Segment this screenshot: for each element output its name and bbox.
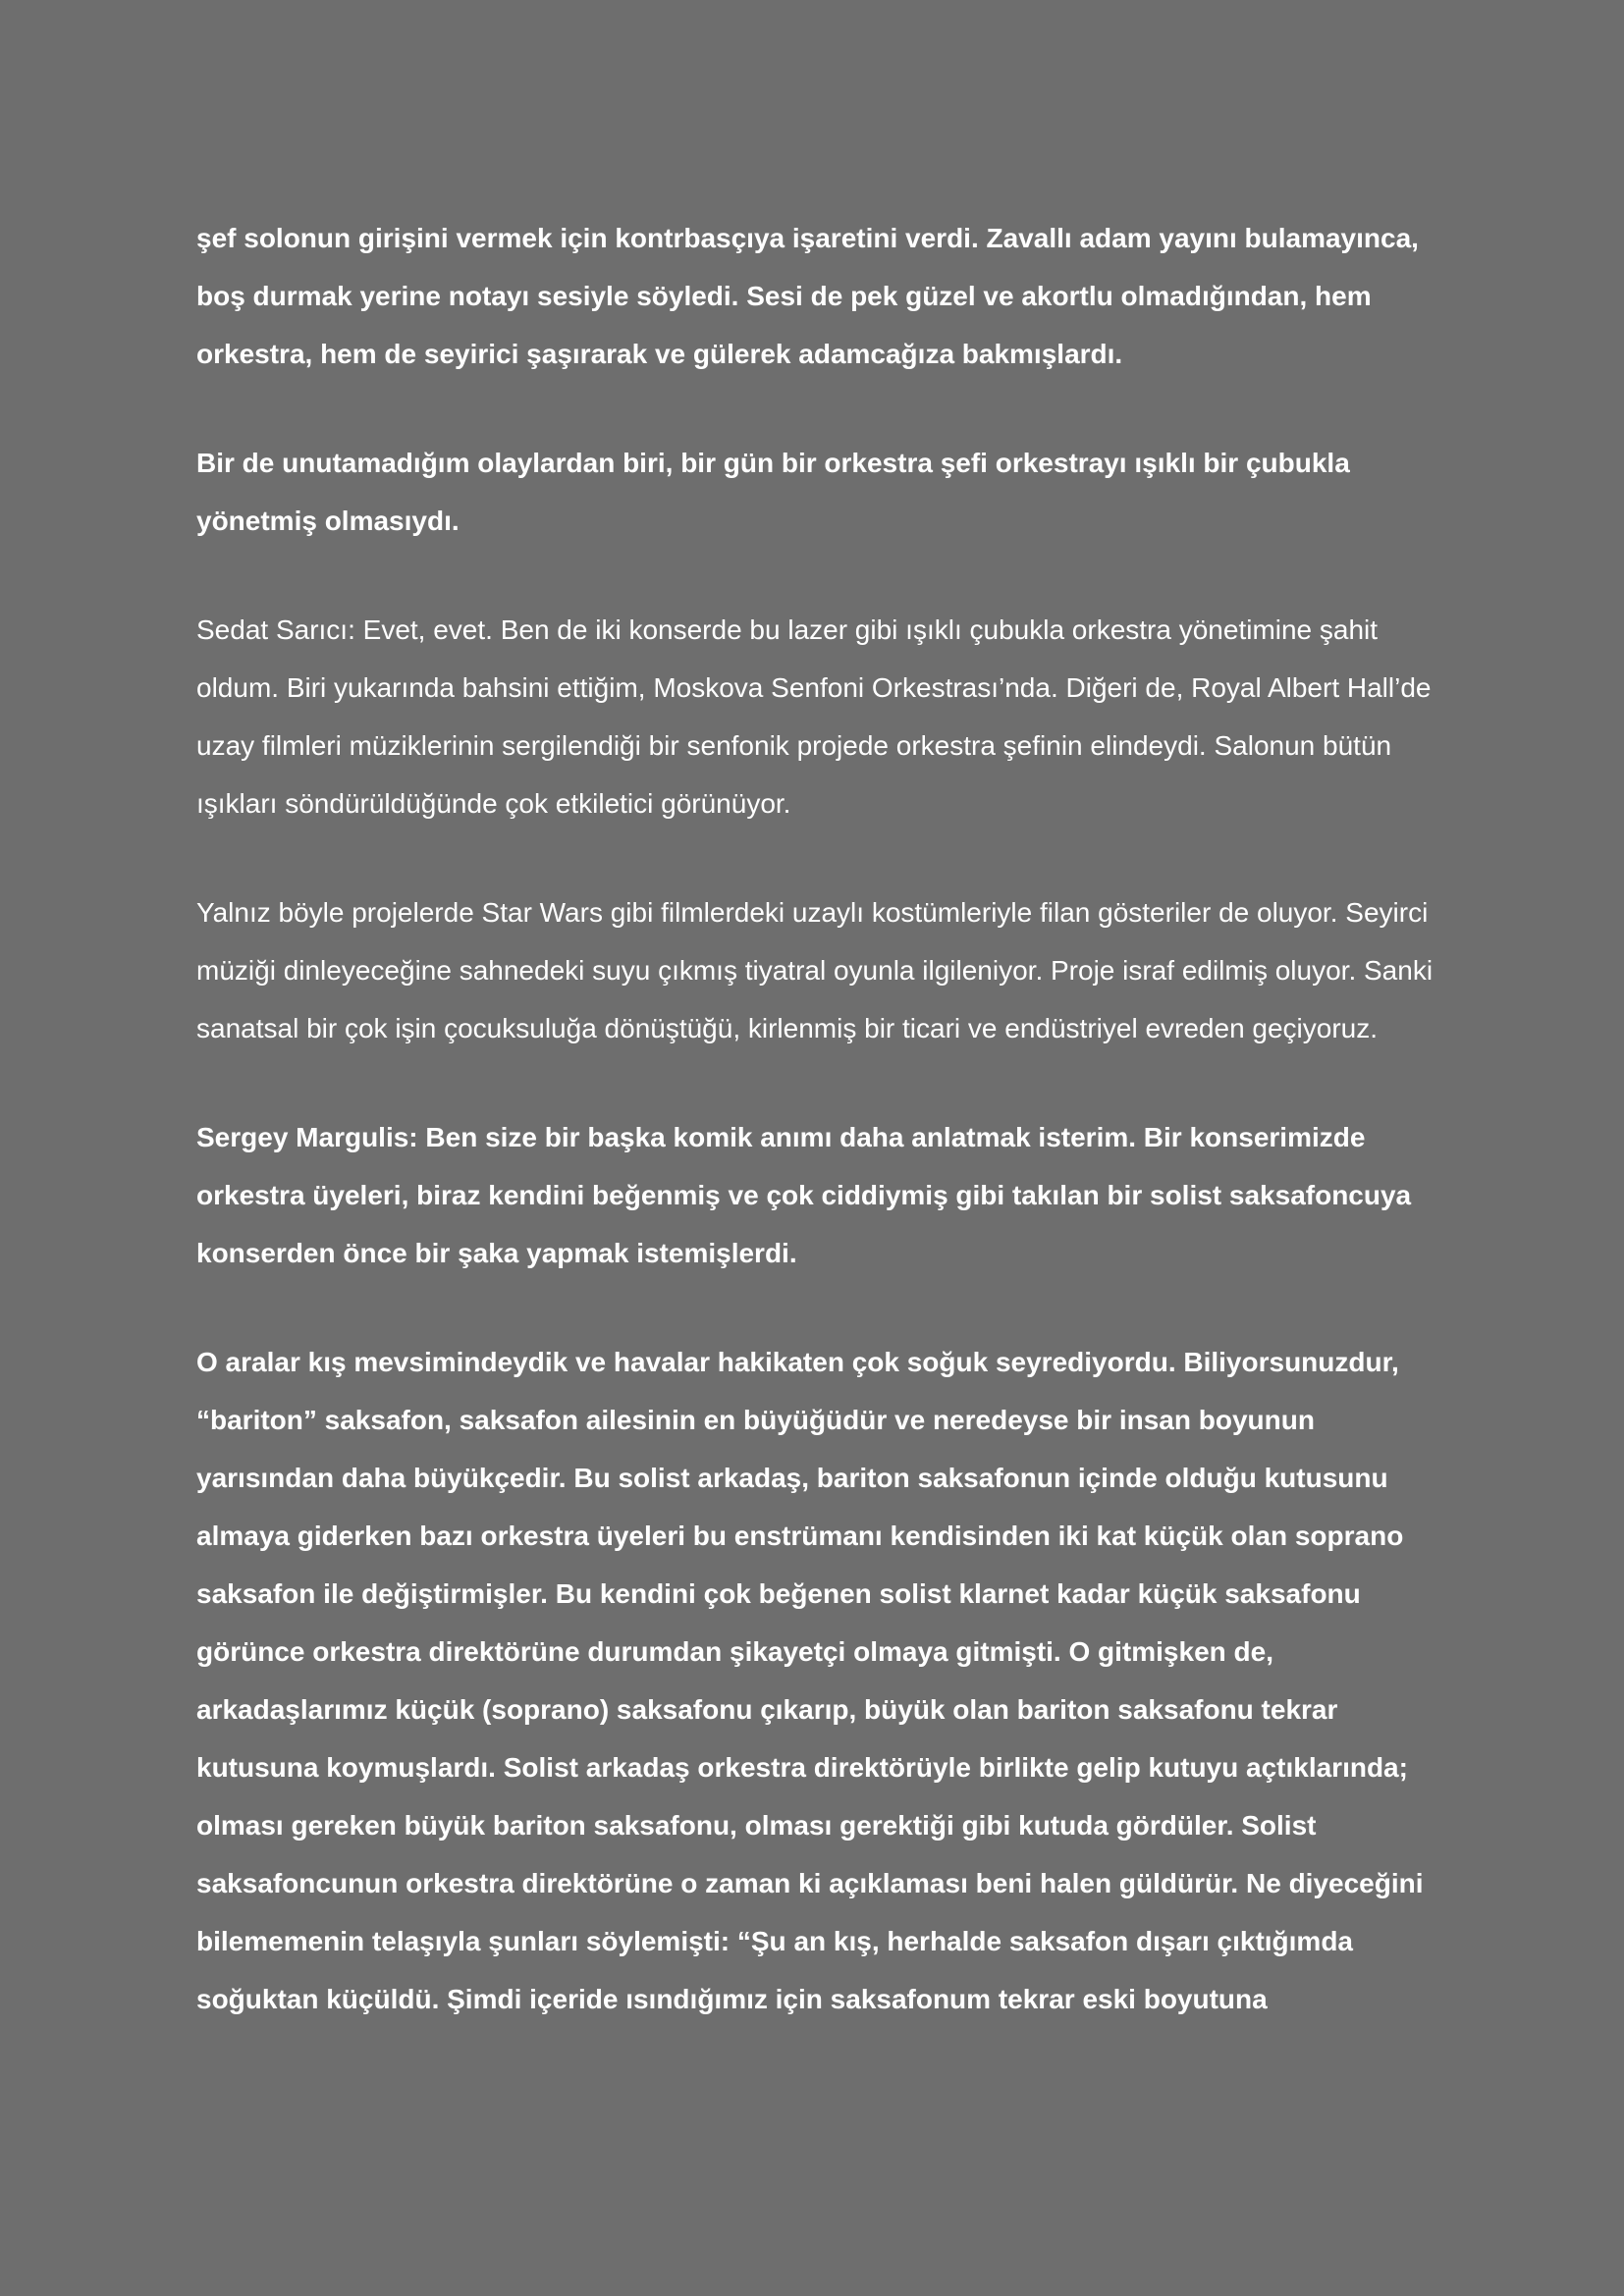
text-line: ışıkları söndürüldüğünde çok etkiletici görünüyor.	[196, 788, 791, 819]
paragraph-saxophone-story	[196, 1333, 1434, 2028]
paragraph-conductor-double-bass	[196, 209, 1434, 383]
text-line: bilememenin telaşıyla şunları söylemişti: “Şu an kış, herhalde saksafon dışarı çıktığımda	[196, 1926, 1353, 1956]
text-line: soğuktan küçüldü. Şimdi içeride ısındığımız için saksafonum tekrar eski boyutuna	[196, 1984, 1268, 2014]
text-line: Sergey Margulis: Ben size bir başka komik anımı daha anlatmak isterim. Bir konserimizde	[196, 1122, 1366, 1152]
text-line: görünce orkestra direktörüne durumdan şikayetçi olmaya gitmişti. O gitmişken de,	[196, 1636, 1273, 1667]
document-page	[196, 209, 1434, 2079]
text-line: konserden önce bir şaka yapmak istemişlerdi.	[196, 1238, 797, 1268]
paragraph-sergey-margulis-intro	[196, 1108, 1434, 1282]
text-line: kutusuna koymuşlardı. Solist arkadaş orkestra direktörüyle birlikte gelip kutuyu açtıklarında;	[196, 1752, 1408, 1783]
text-line: yarısından daha büyükçedir. Bu solist arkadaş, bariton saksafonun içinde olduğu kutusunu	[196, 1463, 1388, 1493]
text-line: olması gereken büyük bariton saksafonu, olması gerektiği gibi kutuda gördüler. Solist	[196, 1810, 1317, 1841]
text-line: sanatsal bir çok işin çocuksuluğa dönüştüğü, kirlenmiş bir ticari ve endüstriyel evreden geçiyoruz.	[196, 1013, 1379, 1043]
text-line: O aralar kış mevsimindeydik ve havalar hakikaten çok soğuk seyrediyordu. Biliyorsunuzdur,	[196, 1347, 1399, 1377]
text-line: şef solonun girişini vermek için kontrbasçıya işaretini verdi. Zavallı adam yayını bulamayınca,	[196, 223, 1419, 253]
text-line: Yalnız böyle projelerde Star Wars gibi filmlerdeki uzaylı kostümleriyle filan gösteriler de oluyor. Seyirci	[196, 897, 1429, 928]
text-line: orkestra üyeleri, biraz kendini beğenmiş ve çok ciddiymiş gibi takılan bir solist saksafoncuya	[196, 1180, 1412, 1210]
text-line: saksafon ile değiştirmişler. Bu kendini çok beğenen solist klarnet kadar küçük saksafonu	[196, 1578, 1361, 1609]
text-line: oldum. Biri yukarında bahsini ettiğim, Moskova Senfoni Orkestrası’nda. Diğeri de, Royal Albert Hall’de	[196, 672, 1432, 703]
text-line: saksafoncunun orkestra direktörüne o zaman ki açıklaması beni halen güldürür. Ne diyeceğini	[196, 1868, 1424, 1898]
text-line: müziği dinleyeceğine sahnedeki suyu çıkmış tiyatral oyunla ilgileniyor. Proje israf edilmiş oluyor. Sanki	[196, 955, 1434, 986]
text-line: arkadaşlarımız küçük (soprano) saksafonu çıkarıp, büyük olan bariton saksafonu tekrar	[196, 1694, 1338, 1725]
text-line: yönetmiş olmasıydı.	[196, 506, 460, 536]
paragraph-lighted-baton	[196, 434, 1434, 550]
text-line: “bariton” saksafon, saksafon ailesinin en büyüğüdür ve neredeyse bir insan boyunun	[196, 1405, 1315, 1435]
text-line: almaya giderken bazı orkestra üyeleri bu enstrümanı kendisinden iki kat küçük olan soprano	[196, 1521, 1404, 1551]
text-line: Sedat Sarıcı: Evet, evet. Ben de iki konserde bu lazer gibi ışıklı çubukla orkestra yönetimine şahit	[196, 614, 1379, 645]
paragraph-sedat-sarici-answer	[196, 601, 1434, 832]
text-line: orkestra, hem de seyirici şaşırarak ve gülerek adamcağıza bakmışlardı.	[196, 339, 1123, 369]
text-line: uzay filmleri müziklerinin sergilendiği bir senfonik projede orkestra şefinin elindeydi. Salonun bütün	[196, 730, 1392, 761]
text-line: Bir de unutamadığım olaylardan biri, bir gün bir orkestra şefi orkestrayı ışıklı bir çubukla	[196, 448, 1350, 478]
paragraph-star-wars-projects	[196, 883, 1434, 1057]
text-line: boş durmak yerine notayı sesiyle söyledi. Sesi de pek güzel ve akortlu olmadığından, hem	[196, 281, 1372, 311]
